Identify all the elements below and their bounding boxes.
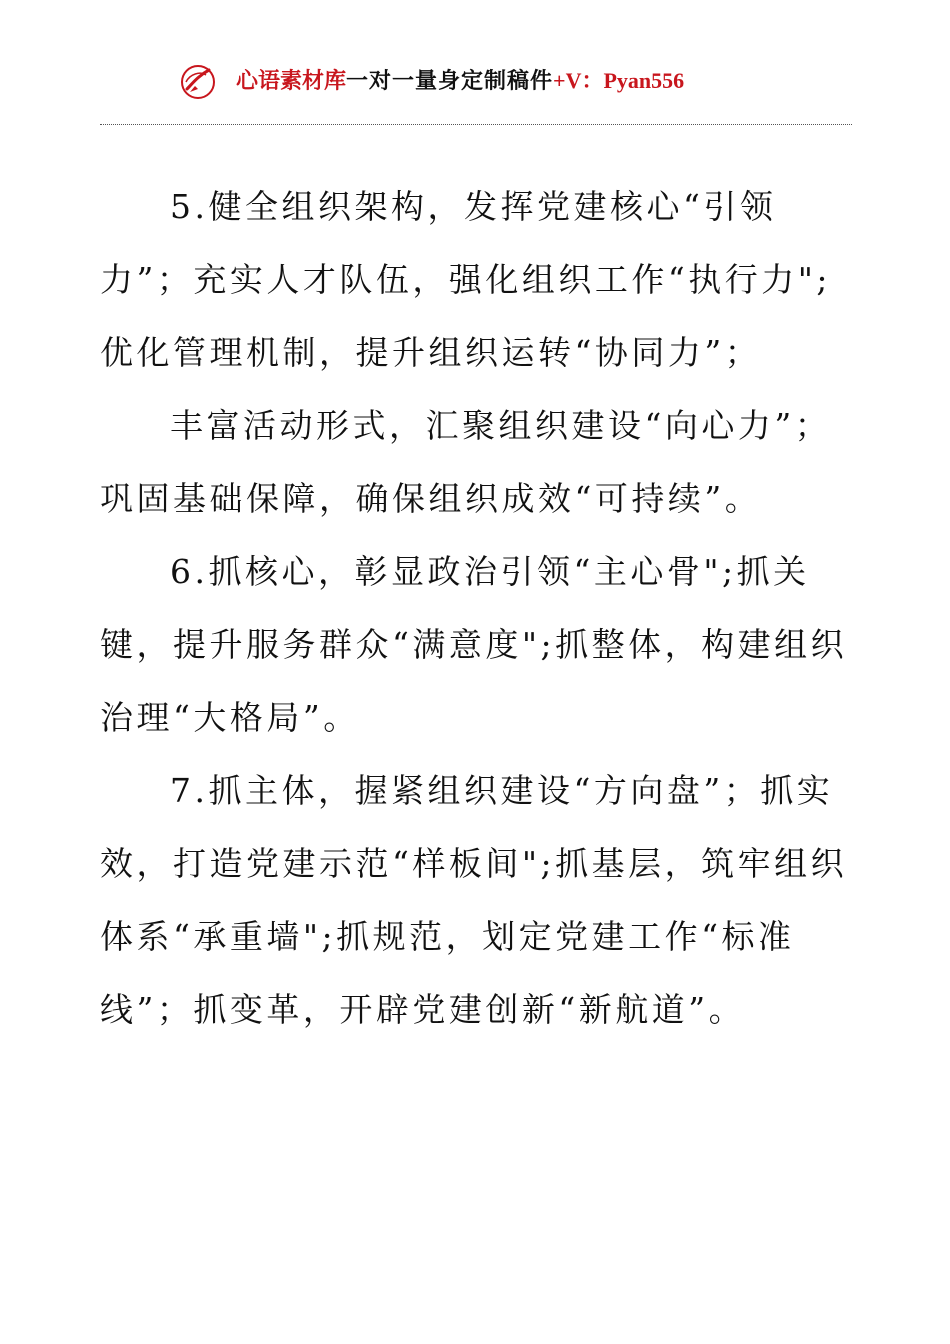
paragraph-6: 6.抓核心，彰显政治引领“主心骨";抓关键，提升服务群众“满意度";抓整体，构建组织治理“大格局”。 (100, 552, 848, 737)
header-slogan: 一对一量身定制稿件 (346, 68, 554, 94)
header-contact: +V：Pyan556 (553, 68, 685, 93)
header-text (236, 66, 684, 96)
document-body (100, 170, 852, 1046)
paragraph-5: 5.健全组织架构，发挥党建核心“引领力”；充实人才队伍，强化组织工作“执行力";优化管理机制，提升组织运转“协同力”； (100, 187, 832, 372)
header-divider (100, 124, 852, 125)
paragraph-7: 7.抓主体，握紧组织建设“方向盘”；抓实效，打造党建示范“样板间";抓基层，筑牢组织体系“承重墙";抓规范，划定党建工作“标准线”；抓变革，开辟党建创新“新航道”。 (100, 771, 848, 1029)
paragraph-5-cont: 丰富活动形式，汇聚组织建设“向心力”；巩固基础保障，确保组织成效“可持续”。 (100, 406, 832, 518)
pen-logo-icon (178, 62, 218, 102)
page-header (0, 56, 950, 106)
header-brand: 心语素材库 (236, 68, 347, 94)
